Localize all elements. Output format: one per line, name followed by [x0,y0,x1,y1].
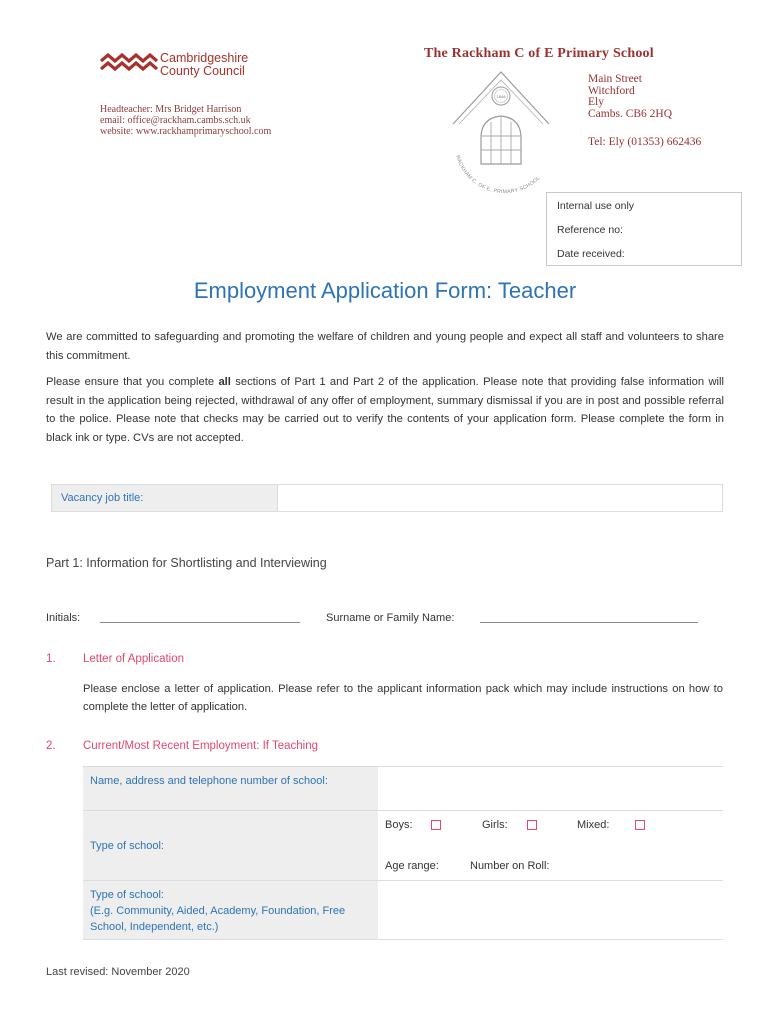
page-title: Employment Application Form: Teacher [193,278,577,303]
council-logo-icon [100,52,158,76]
school-address: Main Street Witchford Ely Cambs. CB6 2HQ [588,73,673,120]
mixed-label: Mixed: [577,819,610,831]
age-range-label: Age range: [385,860,439,872]
vacancy-input[interactable] [278,485,722,511]
intro-paragraph-2: Please ensure that you complete all sections of Part 1 and Part 2 of the application. Please note that providing false information will result in the application being rejected, withdrawal of any offer of employment, summary dismissal if you are in post and possible referral to the police. Please note that checks may be carried out to verify the contents of your application form. Please complete the form in black ink or type. CVs are not accepted. [46,376,724,444]
table-row [83,881,723,940]
school-details-label: Name, address and telephone number of school: [83,767,378,810]
mixed-checkbox[interactable] [635,819,645,831]
headteacher: Headteacher: Mrs Bridget Harrison [100,104,242,115]
school-category-label: Type of school: (E.g. Community, Aided, Academy, Foundation, Free School, Independent, etc.) [83,881,378,939]
part1-heading: Part 1: Information for Shortlisting and Interviewing [46,556,327,570]
boys-checkbox[interactable] [431,819,441,831]
school-telephone: Tel: Ely (01353) 662436 [588,136,702,148]
vacancy-label: Vacancy job title: [52,485,278,511]
girls-label: Girls: [482,819,508,831]
council-name: Cambridgeshire County Council [160,51,249,78]
school-category-input[interactable] [378,881,723,939]
crest-year: 1848 [496,94,506,99]
reference-no-label: Reference no: [557,224,623,236]
crest-text: RACKHAM C. OF E. PRIMARY SCHOOL [454,154,542,196]
school-name: The Rackham C of E Primary School [424,46,654,61]
section1-body: Please enclose a letter of application. Please refer to the applicant information pack which may include instructions on how to complete the letter of application. [83,683,723,713]
table-row [83,811,723,881]
school-crest-icon [445,66,557,196]
section2-title: Current/Most Recent Employment: If Teaching [83,740,319,752]
table-row [83,767,723,811]
vacancy-row [51,484,723,512]
intro-paragraph-1: We are committed to safeguarding and promoting the welfare of children and young people and expect all staff and volunteers to share this commitment. [46,331,724,362]
school-type-label: Type of school: [83,811,378,880]
girls-checkbox[interactable] [527,819,537,831]
email: email: office@rackham.cambs.sch.uk [100,115,251,126]
boys-label: Boys: [385,819,413,831]
date-received-label: Date received: [557,248,625,260]
surname-label: Surname or Family Name: [326,612,455,624]
employment-table [83,766,723,933]
school-contact-info [100,104,271,137]
website: website: www.rackhamprimaryschool.com [100,126,272,137]
section1-title: Letter of Application [83,653,185,665]
school-details-input[interactable] [378,767,723,810]
internal-use-label: Internal use only [557,200,635,212]
section2-number: 2. [46,740,56,752]
section1-number: 1. [46,653,56,665]
last-revised: Last revised: November 2020 [46,966,190,978]
number-on-roll-label: Number on Roll: [470,860,550,872]
surname-field[interactable] [480,622,698,623]
internal-use-box [546,192,742,266]
initials-field[interactable] [100,622,300,623]
school-type-cell [378,811,723,880]
initials-label: Initials: [46,612,81,624]
